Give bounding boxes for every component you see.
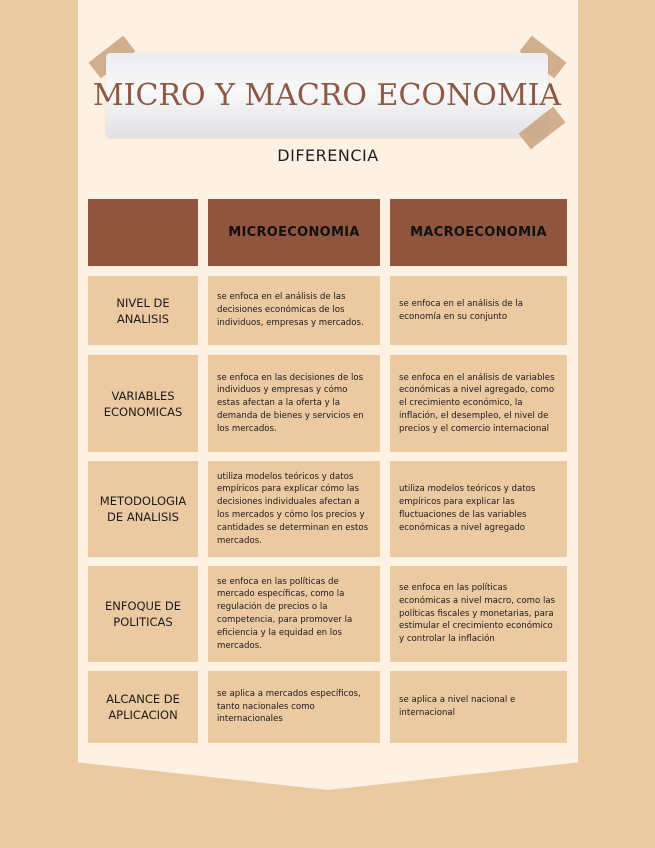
row-label-variables: VARIABLES ECONOMICAS	[88, 355, 198, 452]
row-label-nivel: NIVEL DE ANALISIS	[88, 276, 198, 345]
cell-micro-alcance: se aplica a mercados específicos, tanto nacionales como internacionales	[208, 671, 380, 743]
page-title: MICRO Y MACRO ECONOMIA	[92, 77, 562, 113]
row-label-alcance: ALCANCE DE APLICACION	[88, 671, 198, 743]
cell-micro-metodologia: utiliza modelos teóricos y datos empíricos para explicar cómo las decisiones individuales afectan a los mercados y cómo los precios y cantidades se determinan en estos mercados.	[208, 461, 380, 557]
row-label-metodologia: METODOLOGIA DE ANALISIS	[88, 461, 198, 557]
cell-micro-nivel: se enfoca en el análisis de las decisiones económicas de los individuos, empresas y mercados.	[208, 276, 380, 345]
header-empty-cell	[88, 199, 198, 266]
header-macro-label: MACROECONOMIA	[410, 225, 547, 240]
cell-micro-variables: se enfoca en las decisiones de los individuos y empresas y cómo estas afectan a la oferta y la demanda de bienes y servicios en los mercados.	[208, 355, 380, 452]
title-paper	[92, 53, 562, 137]
cell-macro-enfoque: se enfoca en las políticas económicas a nivel macro, como las políticas fiscales y monetarias, para estimular el crecimiento económico y controlar la inflación	[390, 566, 567, 662]
cell-micro-enfoque: se enfoca en las políticas de mercado específicas, como la regulación de precios o la competencia, para promover la eficiencia y la equidad en los mercados.	[208, 566, 380, 662]
row-label-enfoque: ENFOQUE DE POLITICAS	[88, 566, 198, 662]
cell-macro-variables: se enfoca en el análisis de variables económicas a nivel agregado, como el crecimiento económico, la inflación, el desempleo, el nivel de precios y el comercio internacional	[390, 355, 567, 452]
cell-macro-nivel: se enfoca en el análisis de la economía en su conjunto	[390, 276, 567, 345]
header-micro-label: MICROECONOMIA	[228, 225, 360, 240]
header-macro	[390, 199, 567, 266]
cell-macro-metodologia: utiliza modelos teóricos y datos empíricos para explicar las fluctuaciones de las variables económicas a nivel agregado	[390, 461, 567, 557]
header-micro	[208, 199, 380, 266]
page-subtitle: DIFERENCIA	[277, 146, 379, 165]
cell-macro-alcance: se aplica a nivel nacional e internacional	[390, 671, 567, 743]
